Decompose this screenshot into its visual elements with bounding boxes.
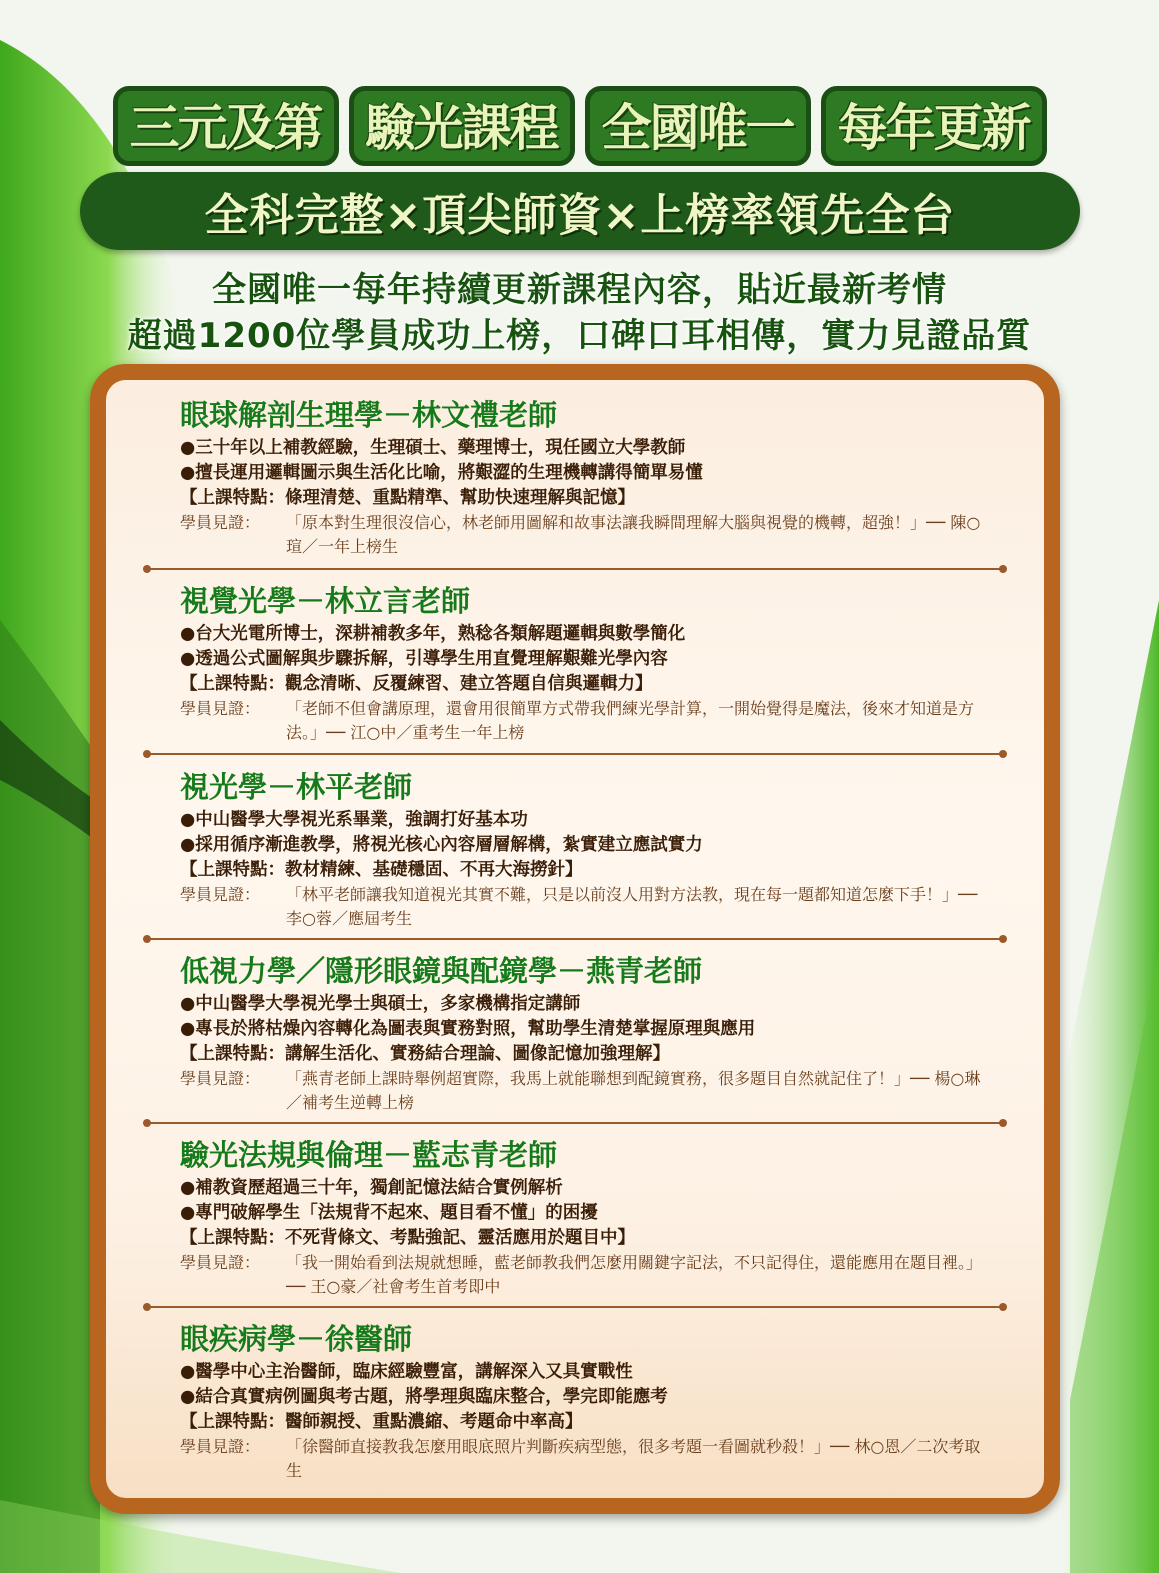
testimonial-text: 「我一開始看到法規就想睡，藍老師教我們怎麼用關鍵字記法，不只記得住，還能應用在題目裡。」── 王○豪／社會考生首考即中 (286, 1253, 983, 1296)
course-section (180, 766, 1000, 931)
course-feature: 【上課特點：教材精練、基礎穩固、不再大海撈針】 (180, 860, 583, 880)
testimonial-text: 「原本對生理很沒信心，林老師用圖解和故事法讓我瞬間理解大腦與視覺的機轉，超強！」── 陳○瑄／一年上榜生 (286, 513, 981, 556)
course-title: 眼球解剖生理學－林文禮老師 (180, 398, 558, 432)
section-divider (146, 753, 1004, 755)
course-point: ●專長於將枯燥內容轉化為圖表與實務對照，幫助學生清楚掌握原理與應用 (180, 1019, 756, 1039)
headline-chip: 三元及第 (113, 86, 339, 166)
course-point: ●專門破解學生「法規背不起來、題目看不懂」的困擾 (180, 1203, 598, 1223)
section-divider (146, 568, 1004, 570)
testimonial-label: 學員見證： (180, 1437, 261, 1456)
testimonial-label: 學員見證： (180, 1253, 261, 1272)
course-section (180, 1318, 1000, 1483)
headline-chip: 全國唯一 (585, 86, 811, 166)
testimonial (180, 697, 1000, 745)
headline-chip: 每年更新 (821, 86, 1047, 166)
course-point: ●補教資歷超過三十年，獨創記憶法結合實例解析 (180, 1178, 563, 1198)
course-feature: 【上課特點：講解生活化、實務結合理論、圖像記憶加強理解】 (180, 1044, 670, 1064)
testimonial-text: 「徐醫師直接教我怎麼用眼底照片判斷疾病型態，很多考題一看圖就秒殺！」── 林○恩／二次考取生 (286, 1437, 981, 1480)
course-point: ●擅長運用邏輯圖示與生活化比喻，將艱澀的生理機轉講得簡單易懂 (180, 463, 703, 483)
testimonial-text: 「燕青老師上課時舉例超實際，我馬上就能聯想到配鏡實務，很多題目自然就記住了！」── 楊○琳／補考生逆轉上榜 (286, 1069, 981, 1112)
testimonial (180, 1067, 1000, 1115)
course-section (180, 1134, 1000, 1299)
slogan-text: 全科完整×頂尖師資×上榜率領先全台 (204, 190, 956, 241)
testimonial (180, 1251, 1000, 1299)
testimonial (180, 1435, 1000, 1483)
course-title: 眼疾病學－徐醫師 (180, 1322, 413, 1356)
testimonial (180, 511, 1000, 559)
course-title: 視覺光學－林立言老師 (180, 584, 471, 618)
headline-row (0, 86, 1159, 166)
course-point: ●透過公式圖解與步驟拆解，引導學生用直覺理解艱難光學內容 (180, 649, 668, 669)
testimonial-label: 學員見證： (180, 885, 261, 904)
course-point: ●醫學中心主治醫師，臨床經驗豐富，講解深入又具實戰性 (180, 1362, 633, 1382)
testimonial-text: 「林平老師讓我知道視光其實不難，只是以前沒人用對方法教，現在每一題都知道怎麼下手！」── 李○蓉／應屆考生 (286, 885, 978, 928)
course-section (180, 950, 1000, 1115)
course-title: 低視力學／隱形眼鏡與配鏡學－燕青老師 (180, 954, 703, 988)
course-section (180, 394, 1000, 559)
testimonial-label: 學員見證： (180, 699, 261, 718)
course-point: ●三十年以上補教經驗，生理碩士、藥理博士，現任國立大學教師 (180, 438, 686, 458)
intro-line-1: 全國唯一每年持續更新課程內容，貼近最新考情 (212, 270, 947, 310)
section-divider (146, 1306, 1004, 1308)
slogan-banner (80, 172, 1080, 250)
course-title: 驗光法規與倫理－藍志青老師 (180, 1138, 558, 1172)
course-point: ●結合真實病例圖與考古題，將學理與臨床整合，學完即能應考 (180, 1387, 668, 1407)
course-section (180, 580, 1000, 745)
course-feature: 【上課特點：不死背條文、考點強記、靈活應用於題目中】 (180, 1228, 635, 1248)
testimonial-text: 「老師不但會講原理，還會用很簡單方式帶我們練光學計算，一開始覺得是魔法，後來才知道是方法。」── 江○中／重考生一年上榜 (286, 699, 975, 742)
course-point: ●台大光電所博士，深耕補教多年，熟稔各類解題邏輯與數學簡化 (180, 624, 686, 644)
testimonial-label: 學員見證： (180, 1069, 261, 1088)
course-title: 視光學－林平老師 (180, 770, 413, 804)
section-divider (146, 1122, 1004, 1124)
course-feature: 【上課特點：醫師親授、重點濃縮、考題命中率高】 (180, 1412, 583, 1432)
course-feature: 【上課特點：觀念清晰、反覆練習、建立答題自信與邏輯力】 (180, 674, 653, 694)
testimonial-label: 學員見證： (180, 513, 261, 532)
testimonial (180, 883, 1000, 931)
section-divider (146, 938, 1004, 940)
headline-chip: 驗光課程 (349, 86, 575, 166)
course-point: ●中山醫學大學視光學士與碩士，多家機構指定講師 (180, 994, 581, 1014)
course-point: ●中山醫學大學視光系畢業，強調打好基本功 (180, 810, 528, 830)
intro-line-2: 超過1200位學員成功上榜，口碑口耳相傳，實力見證品質 (127, 316, 1032, 356)
course-point: ●採用循序漸進教學，將視光核心內容層層解構，紮實建立應試實力 (180, 835, 703, 855)
course-feature: 【上課特點：條理清楚、重點精準、幫助快速理解與記憶】 (180, 488, 635, 508)
